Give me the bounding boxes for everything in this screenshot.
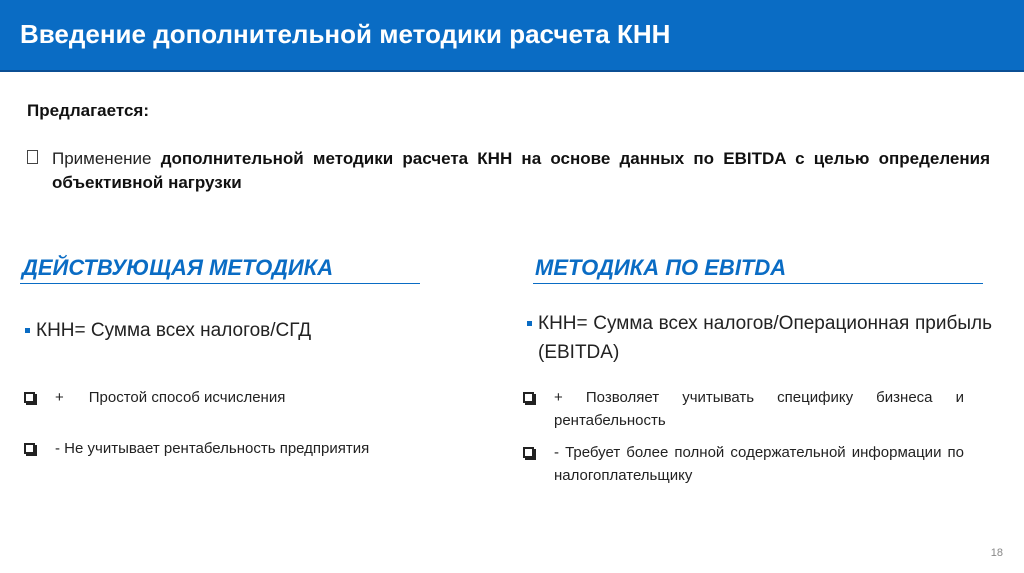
square-bullet-icon [527,321,532,326]
bullet-box-icon [27,150,38,164]
current-formula [25,316,445,345]
current-item-plus-text: + Простой способ исчисления [55,389,286,406]
current-item-plus [24,386,444,409]
ebitda-method-rule [533,283,983,284]
slide-title: Введение дополнительной методики расчета КНН [20,19,671,49]
ebitda-item-plus [523,386,964,432]
ebitda-item-minus-text: - Требует более полной содержательной информации по налогоплательщику [554,444,964,484]
ebitda-method-heading: МЕТОДИКА ПО EBITDA [535,255,787,280]
page-number: 18 [990,547,1003,559]
current-method-rule [20,283,420,284]
current-item-minus [24,437,444,460]
checkbox-bullet-icon [523,447,534,458]
square-bullet-icon [25,328,30,333]
intro-bold: дополнительной методики расчета КНН на основе данных по EBITDA с целью определения объективной нагрузки [52,149,990,192]
header-bar [0,0,1024,72]
current-method-heading: ДЕЙСТВУЮЩАЯ МЕТОДИКА [22,255,334,280]
current-item-minus-text: - Не учитывает рентабельность предприятия [55,440,370,457]
ebitda-item-minus [523,441,964,487]
intro-prefix: Применение [52,149,161,168]
ebitda-formula-text: КНН= Сумма всех налогов/Операционная прибыль (EBITDA) [538,313,992,363]
checkbox-bullet-icon [24,443,35,454]
ebitda-formula [527,309,992,367]
checkbox-bullet-icon [24,392,35,403]
ebitda-item-plus-text: + Позволяет учитывать специфику бизнеса и рентабельность [554,389,964,429]
checkbox-bullet-icon [523,392,534,403]
proposed-label: Предлагается: [27,101,150,120]
intro-bullet [27,147,990,195]
current-formula-text: КНН= Сумма всех налогов/СГД [36,320,312,341]
intro-text [52,147,990,195]
